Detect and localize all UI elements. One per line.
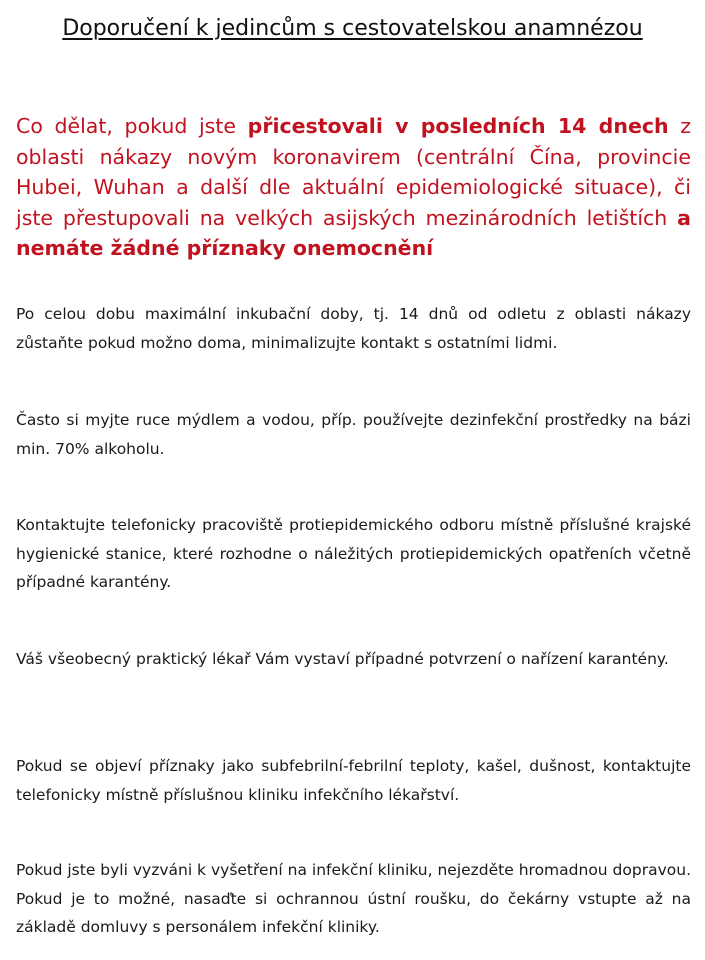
paragraph-clinic-visit: Pokud jste byli vyzváni k vyšetření na infekční kliniku, nejezděte hromadnou dopravou. Pokud je to možné, nasaďte si ochrannou ústní roušku, do čekárny vstupte až na základě domluvy s personálem infekční kliniky. (16, 861, 691, 936)
paragraph-symptoms: Pokud se objeví příznaky jako subfebrilní-febrilní teploty, kašel, dušnost, kontaktujte telefonicky místně příslušnou kliniku infekčního lékařství. (16, 757, 691, 804)
intro-warning (16, 111, 691, 264)
paragraph-quarantine-confirmation: Váš všeobecný praktický lékař Vám vystaví případné potvrzení o nařízení karantény. (16, 650, 669, 668)
intro-bold-2: a nemáte žádné příznaky onemocnění (16, 205, 691, 260)
intro-text-1: Co dělat, pokud jste (16, 114, 248, 138)
intro-text-2: z oblasti nákazy novým koronavirem (centrální Čína, provincie Hubei, Wuhan a další dle aktuální epidemiologické situace), či jste přestupovali na velkých asijských mezinárodních letištích (16, 114, 692, 230)
intro-bold-1: přicestovali v posledních 14 dnech (247, 114, 669, 138)
paragraph-hand-washing: Často si myjte ruce mýdlem a vodou, příp. používejte dezinfekční prostředky na bázi min. 70% alkoholu. (16, 411, 691, 458)
paragraph-stay-home: Po celou dobu maximální inkubační doby, tj. 14 dnů od odletu z oblasti nákazy zůstaňte pokud možno doma, minimalizujte kontakt s ostatními lidmi. (16, 305, 691, 352)
document-title: Doporučení k jedincům s cestovatelskou anamnézou (62, 16, 643, 41)
paragraph-contact-hygiene-station: Kontaktujte telefonicky pracoviště protiepidemického odboru místně příslušné krajské hygienické stanice, které rozhodne o náležitých protiepidemických opatřeních včetně případné karantény. (16, 516, 691, 591)
